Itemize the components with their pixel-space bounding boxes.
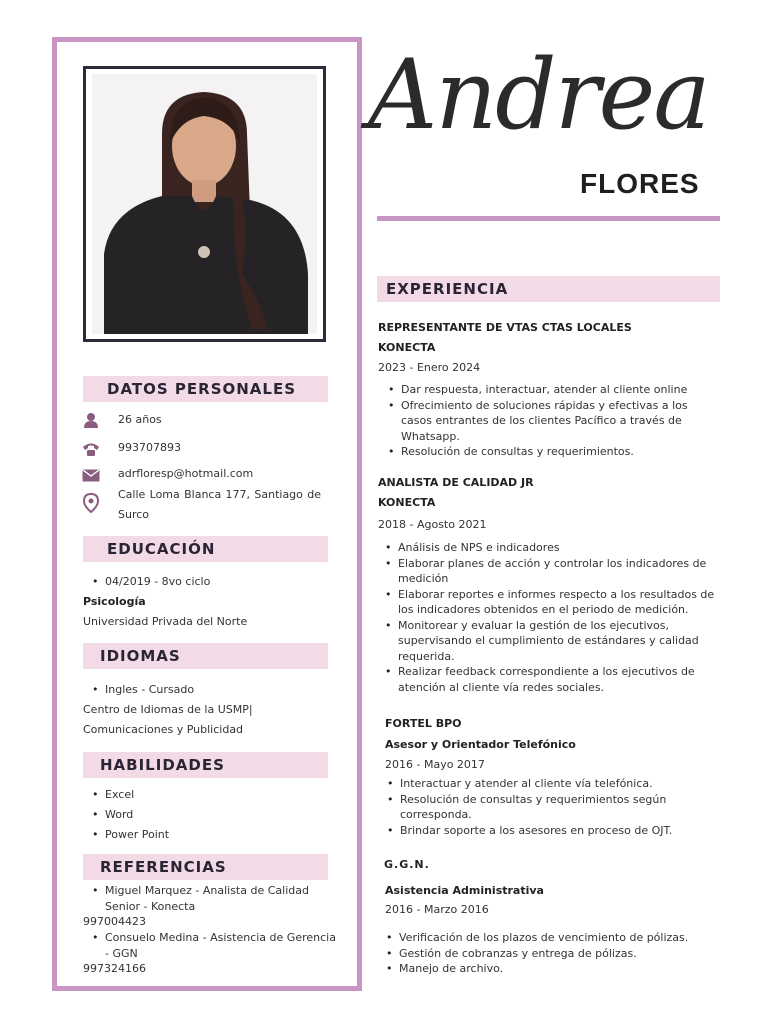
list-item: • Interactuar y atender al cliente vía telefónica.	[400, 776, 720, 792]
list-item: • Ofrecimiento de soluciones rápidas y efectivas a los casos entrantes de los clientes Pacífico a través de Whatsapp.	[401, 398, 701, 445]
reference-2-phone: 997324166	[83, 962, 146, 975]
address-line1: Calle Loma Blanca 177, Santiago de	[118, 488, 321, 501]
list-item: • Gestión de cobranzas y entrega de pólizas.	[399, 946, 719, 962]
last-name: FLORES	[580, 168, 700, 199]
list-item: • Power Point	[105, 827, 169, 843]
list-item	[105, 883, 355, 914]
job-1-role: REPRESENTANTE DE VTAS CTAS LOCALES	[378, 321, 632, 334]
list-item: • Dar respuesta, interactuar, atender al cliente online	[401, 382, 701, 398]
reference-2-line1: Consuelo Medina - Asistencia de Gerencia	[105, 931, 336, 944]
reference-2-line2: - GGN	[105, 946, 138, 960]
education-field: Psicología	[83, 595, 146, 608]
phone-icon	[82, 440, 100, 458]
job-2-role: ANALISTA DE CALIDAD JR	[378, 476, 534, 489]
job-2-bullets	[380, 540, 733, 695]
education-list	[87, 574, 210, 590]
job-1-company: KONECTA	[378, 341, 436, 354]
profile-photo	[92, 74, 317, 334]
languages-school-line1: Centro de Idiomas de la USMP|	[83, 703, 253, 716]
references-section-title: REFERENCIAS	[100, 858, 227, 876]
education-section-band	[83, 536, 328, 562]
list-item: • Excel	[105, 787, 169, 803]
job-1-bullets	[383, 382, 701, 460]
list-item: • Ingles - Cursado	[105, 682, 194, 698]
personal-section-title: DATOS PERSONALES	[107, 380, 297, 398]
job-3-company: Asesor y Orientador Telefónico	[385, 738, 576, 751]
job-2-company: KONECTA	[378, 496, 436, 509]
education-section-title: EDUCACIÓN	[107, 540, 216, 558]
skills-section-band	[83, 752, 328, 778]
languages-list	[87, 682, 194, 698]
age-text: 26 años	[118, 413, 162, 426]
job-1-dates: 2023 - Enero 2024	[378, 361, 481, 374]
reference-1-phone: 997004423	[83, 915, 146, 928]
job-2-dates: 2018 - Agosto 2021	[378, 518, 487, 531]
personal-section-band	[83, 376, 328, 402]
references-list-2	[87, 930, 360, 961]
list-item: • Realizar feedback correspondiente a los ejecutivos de atención al cliente vía redes sociales.	[398, 664, 733, 695]
list-item: • Elaborar reportes e informes respecto a los resultados de los indicadores obtenidos en el periodo de medición.	[398, 587, 733, 618]
address-line2: Surco	[118, 508, 150, 521]
skills-list	[87, 787, 169, 843]
list-item: • Word	[105, 807, 169, 823]
list-item	[105, 930, 360, 961]
email-text: adrfloresp@hotmail.com	[118, 467, 254, 480]
skills-section-title: HABILIDADES	[100, 756, 225, 774]
list-item: • Verificación de los plazos de vencimiento de pólizas.	[399, 930, 719, 946]
languages-school-line2: Comunicaciones y Publicidad	[83, 723, 244, 736]
experience-section-title: EXPERIENCIA	[386, 280, 509, 298]
person-icon	[82, 411, 100, 429]
job-4-dates: 2016 - Marzo 2016	[385, 903, 489, 916]
job-4-company: Asistencia Administrativa	[385, 884, 544, 897]
list-item: • Elaborar planes de acción y controlar los indicadores de medición	[398, 556, 733, 587]
list-item: • Resolución de consultas y requerimientos.	[401, 444, 701, 460]
references-list-1	[87, 883, 355, 914]
list-item: • Brindar soporte a los asesores en proceso de OJT.	[400, 823, 720, 839]
languages-section-band	[83, 643, 328, 669]
job-3-role: FORTEL BPO	[385, 717, 462, 730]
job-4-bullets	[381, 930, 719, 977]
reference-1-line1: Miguel Marquez - Analista de Calidad	[105, 884, 309, 897]
list-item: • Manejo de archivo.	[399, 961, 719, 977]
list-item: • 04/2019 - 8vo ciclo	[105, 574, 210, 590]
profile-photo-frame	[83, 66, 326, 342]
job-3-dates: 2016 - Mayo 2017	[385, 758, 485, 771]
experience-section-band	[377, 276, 720, 302]
job-4-role: G.G.N.	[384, 858, 430, 871]
education-school: Universidad Privada del Norte	[83, 615, 248, 628]
list-item: • Monitorear y evaluar la gestión de los ejecutivos, supervisando el cumplimiento de estándares y calidad requerida.	[398, 618, 733, 665]
list-item: • Análisis de NPS e indicadores	[398, 540, 733, 556]
phone-text: 993707893	[118, 441, 181, 454]
references-section-band	[83, 854, 328, 880]
name-divider	[377, 216, 720, 221]
list-item: • Resolución de consultas y requerimientos según corresponda.	[400, 792, 720, 823]
email-icon	[82, 466, 100, 484]
location-pin-icon	[82, 494, 100, 512]
reference-1-line2: Senior - Konecta	[105, 899, 196, 913]
job-3-bullets	[382, 776, 720, 838]
languages-section-title: IDIOMAS	[100, 647, 181, 665]
first-name: Andrea	[368, 39, 709, 151]
